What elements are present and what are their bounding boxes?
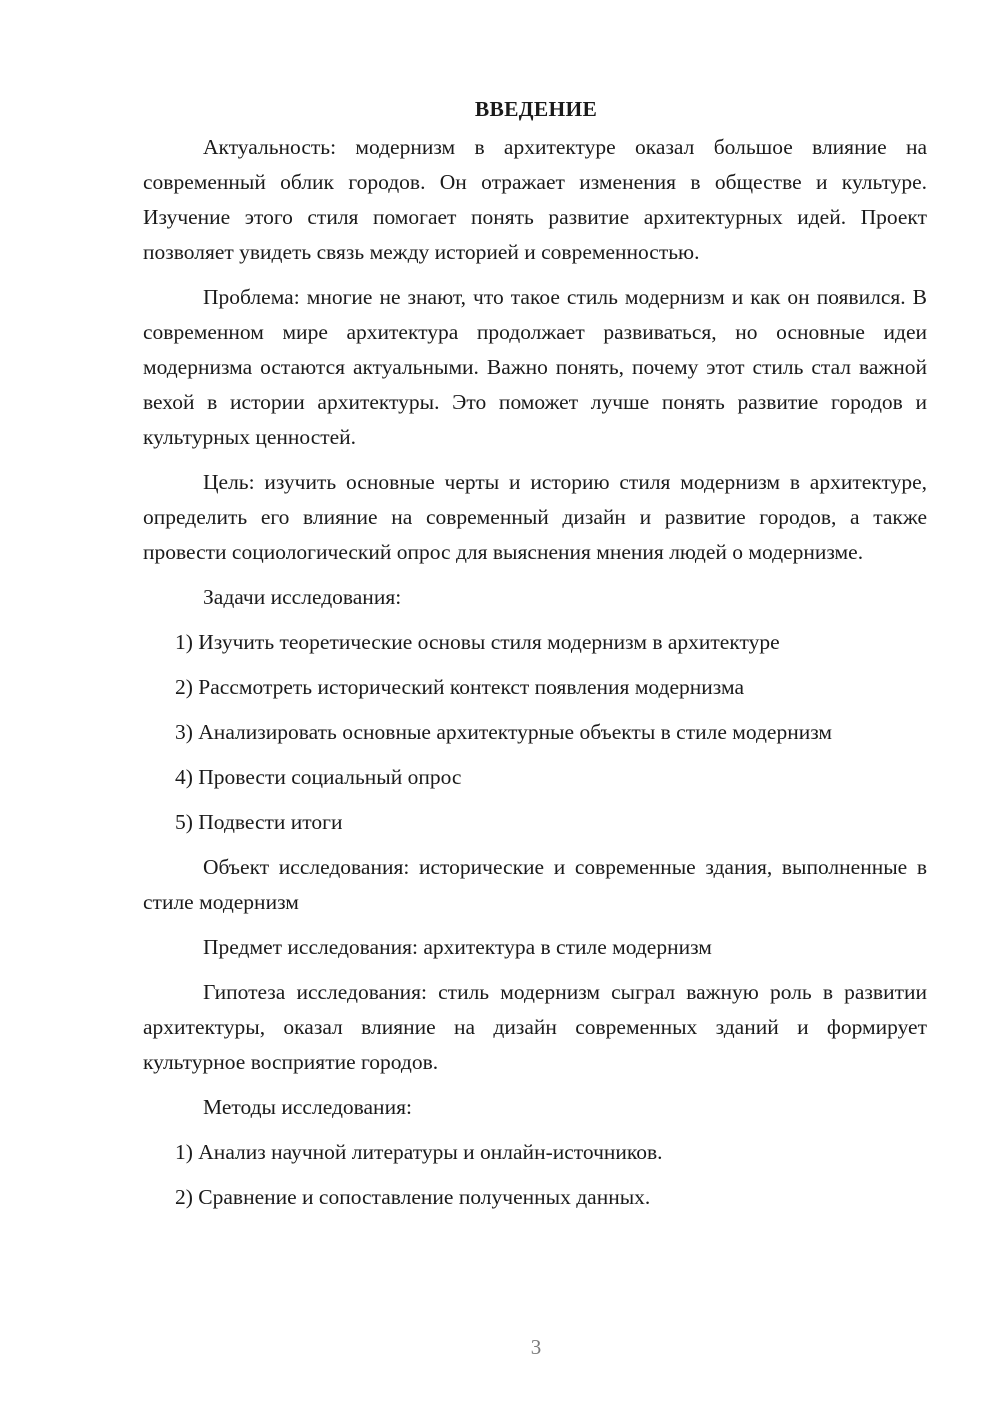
page-number: 3 (530, 1335, 542, 1359)
method-item-2: 2) Сравнение и сопоставление полученных данных. (175, 1185, 651, 1209)
object-paragraph: Объект исследования: исторические и современные здания, выполненные в стиле модернизм (143, 855, 927, 914)
methods-list (143, 1135, 927, 1215)
hypothesis-paragraph: Гипотеза исследования: стиль модернизм сыграл важную роль в развитии архитектуры, оказал влияние на дизайн современных зданий и формирует культурное восприятие городов. (143, 980, 927, 1074)
page-title: ВВЕДЕНИЕ (474, 97, 598, 121)
task-item-2: 2) Рассмотреть исторический контекст появления модернизма (175, 675, 744, 699)
task-item-3: 3) Анализировать основные архитектурные объекты в стиле модернизм (175, 720, 833, 744)
task-item-1: 1) Изучить теоретические основы стиля модернизм в архитектуре (175, 630, 780, 654)
task-item-4: 4) Провести социальный опрос (175, 765, 462, 789)
subject-paragraph: Предмет исследования: архитектура в стиле модернизм (203, 935, 712, 959)
problem-paragraph: Проблема: многие не знают, что такое стиль модернизм и как он появился. В современном мире архитектура продолжает развиваться, но основные идеи модернизма остаются актуальными. Важно понять, почему этот стиль стал важной вехой в истории архитектуры. Это поможет лучше понять развитие городов и культурных ценностей. (143, 285, 927, 449)
method-item-1: 1) Анализ научной литературы и онлайн-источников. (175, 1140, 663, 1164)
tasks-heading: Задачи исследования: (203, 585, 402, 609)
page-content (143, 92, 927, 1225)
relevance-paragraph: Актуальность: модернизм в архитектуре оказал большое влияние на современный облик городов. Он отражает изменения в обществе и культуре. Изучение этого стиля помогает понять развитие архитектурных идей. Проект позволяет увидеть связь между историей и современностью. (143, 135, 927, 264)
goal-paragraph: Цель: изучить основные черты и историю стиля модернизм в архитектуре, определить его влияние на современный дизайн и развитие городов, а также провести социологический опрос для выяснения мнения людей о модернизме. (143, 470, 927, 564)
tasks-list (143, 625, 927, 840)
methods-heading: Методы исследования: (203, 1095, 412, 1119)
task-item-5: 5) Подвести итоги (175, 810, 343, 834)
